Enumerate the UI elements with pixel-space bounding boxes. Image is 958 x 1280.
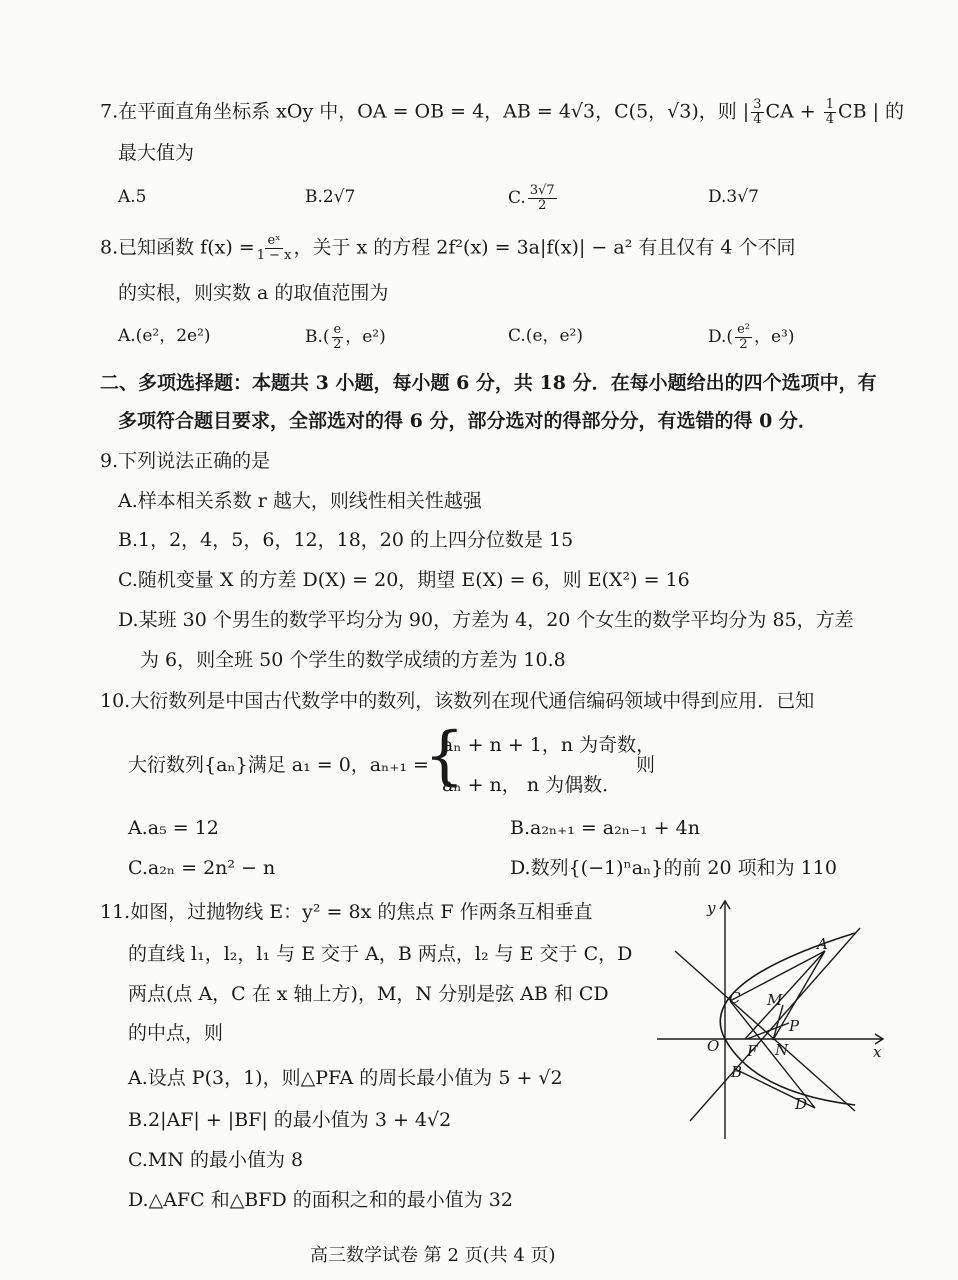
q11-option-c: C.MN 的最小值为 8 (128, 1149, 304, 1171)
q8-option-a: A.(e²，2e²) (118, 326, 211, 346)
label-C: C (729, 989, 741, 1007)
segment-MN (773, 1005, 783, 1040)
q10-option-c: C.a₂ₙ = 2n² − n (128, 857, 276, 879)
label-P: P (789, 1017, 800, 1035)
q11-line1: 11.如图，过抛物线 E：y² = 8x 的焦点 F 作两条互相垂直 (100, 901, 593, 923)
q11-line3: 两点(点 A，C 在 x 轴上方)，M，N 分别是弦 AB 和 CD (128, 983, 609, 1005)
label-y: y (707, 899, 716, 917)
q7-frac2: $\frac{1}{4}$ (825, 97, 835, 127)
q8-option-b: B.( $\frac{e}{2}$ ，e²) (305, 322, 386, 352)
q7-frac1: $\frac{3}{4}$ (753, 97, 762, 127)
q10-stem: 10.大衍数列是中国古代数学中的数列，该数列在现代通信编码领域中得到应用．已知 (100, 690, 815, 712)
segment-AF (745, 951, 825, 1039)
q10-brace: { (424, 719, 465, 793)
section2-line2: 多项符合题目要求，全部选对的得 6 分，部分选对的得部分分，有选错的得 0 分． (118, 410, 817, 432)
label-A: A (817, 935, 828, 953)
q11-option-a: A.设点 P(3，1)，则△PFA 的周长最小值为 5 + √2 (128, 1067, 563, 1089)
q7-option-b: B.2√7 (305, 187, 356, 207)
q7-stem: 7.在平面直角坐标系 xOy 中，OA = OB = 4，AB = 4√3，C(5，√3)，则 | $\frac{3}{4}$ CA + $\frac{1}{4}$ CB | 的 (100, 97, 905, 127)
q10-option-d: D.数列{(−1)ⁿaₙ}的前 20 项和为 110 (510, 857, 837, 879)
q9-option-d-line2: 为 6，则全班 50 个学生的数学成绩的方差为 10.8 (140, 649, 566, 671)
q7-option-a: A.5 (118, 187, 147, 207)
q7-option-c: C. $\frac{3√7}{2}$ (508, 183, 555, 213)
label-B: B (731, 1063, 743, 1081)
q10-line2: 大衍数列{aₙ}满足 a₁ = 0，aₙ₊₁ = (128, 754, 429, 776)
q11-option-b: B.2|AF| + |BF| 的最小值为 3 + 4√2 (128, 1109, 452, 1131)
q9-option-d-line1: D.某班 30 个男生的数学平均分为 90，方差为 4，20 个女生的数学平均分为 85，方差 (118, 609, 854, 631)
q9-option-a: A.样本相关系数 r 越大，则线性相关性越强 (118, 490, 482, 512)
page-footer: 高三数学试卷 第 2 页(共 4 页) (310, 1245, 556, 1266)
line-l2 (675, 951, 855, 1111)
q10-case1: aₙ + n + 1，n 为奇数， (442, 734, 656, 756)
q7-option-d: D.3√7 (708, 187, 759, 207)
q10-option-a: A.a₅ = 12 (128, 817, 219, 839)
section2-line1: 二、多项选择题：本题共 3 小题，每小题 6 分，共 18 分．在每小题给出的四个选项中，有 (100, 372, 877, 394)
label-O: O (707, 1037, 720, 1055)
label-D: D (795, 1095, 808, 1113)
q8-option-d: D.( $\frac{\text{e²}}{2}$ ，e³) (708, 322, 795, 352)
label-F: F (747, 1042, 758, 1060)
q8-option-c: C.(e，e²) (508, 326, 584, 346)
q11-line2: 的直线 l₁，l₂，l₁ 与 E 交于 A，B 两点，l₂ 与 E 交于 C，D (128, 943, 633, 965)
q11-line4: 的中点，则 (128, 1022, 224, 1044)
label-M: M (767, 991, 783, 1009)
q8-line2: 的实根，则实数 a 的取值范围为 (118, 282, 389, 304)
label-N: N (775, 1041, 789, 1059)
q9-stem: 9.下列说法正确的是 (100, 450, 271, 472)
q9-option-b: B.1，2，4，5，6，12，18，20 的上四分位数是 15 (118, 529, 574, 551)
parabola-figure (655, 893, 895, 1143)
q8-stem: 8.已知函数 f(x) = $\frac{\text{eˣ}}{1 - x}$ ，关于 x 的方程 2f²(x) = 3a|f(x)| − a² 有且仅有 4 个不同 (100, 233, 796, 263)
q11-option-d: D.△AFC 和△BFD 的面积之和的最小值为 32 (128, 1189, 513, 1211)
q9-option-c: C.随机变量 X 的方差 D(X) = 20，期望 E(X) = 6，则 E(X²) = 16 (118, 569, 690, 591)
q10-then: 则 (636, 754, 656, 776)
segment-CD (730, 1001, 815, 1108)
q10-case2: aₙ + n， n 为偶数． (442, 774, 622, 796)
label-x: x (873, 1043, 882, 1061)
q7-line2: 最大值为 (118, 142, 195, 164)
q10-option-b: B.a₂ₙ₊₁ = a₂ₙ₋₁ + 4n (510, 817, 700, 839)
